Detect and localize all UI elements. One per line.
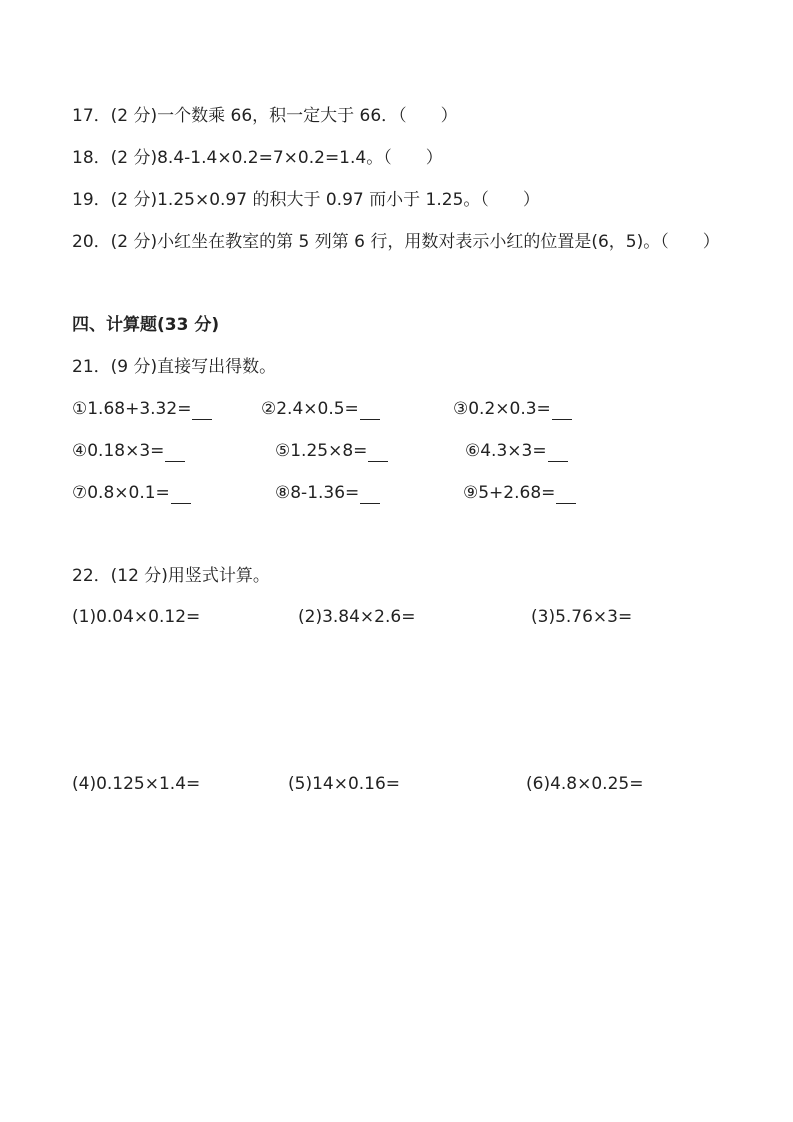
q21-item-5 bbox=[275, 440, 388, 462]
q21-item-6-text: ⑥4.3×3= bbox=[465, 441, 547, 461]
q21-item-7-text: ⑦0.8×0.1= bbox=[72, 483, 170, 503]
q21-item-9 bbox=[463, 482, 576, 504]
question-19: 19．(2 分)1.25×0.97 的积大于 0.97 而小于 1.25。（ ） bbox=[72, 190, 540, 210]
q21-item-6 bbox=[465, 440, 568, 462]
answer-blank bbox=[556, 485, 576, 504]
q22-item-6: (6)4.8×0.25= bbox=[526, 774, 644, 794]
q22-item-5: (5)14×0.16= bbox=[288, 774, 401, 794]
q21-item-5-text: ⑤1.25×8= bbox=[275, 441, 368, 461]
q21-item-4 bbox=[72, 440, 185, 462]
section-title-calculation: 四、计算题(33 分) bbox=[72, 315, 220, 335]
question-20: 20．(2 分)小红坐在教室的第 5 列第 6 行，用数对表示小红的位置是(6，5)。（ ） bbox=[72, 232, 720, 252]
q22-item-3: (3)5.76×3= bbox=[531, 607, 633, 627]
answer-blank bbox=[360, 401, 380, 420]
q21-item-4-text: ④0.18×3= bbox=[72, 441, 165, 461]
q22-item-1: (1)0.04×0.12= bbox=[72, 607, 201, 627]
answer-blank bbox=[548, 443, 568, 462]
q22-item-4: (4)0.125×1.4= bbox=[72, 774, 201, 794]
question-17: 17．(2 分)一个数乘 66，积一定大于 66．（ ） bbox=[72, 106, 458, 126]
answer-blank bbox=[368, 443, 388, 462]
answer-blank bbox=[192, 401, 212, 420]
q21-item-3 bbox=[453, 398, 572, 420]
q21-item-2-text: ②2.4×0.5= bbox=[261, 399, 359, 419]
answer-blank bbox=[552, 401, 572, 420]
q21-item-1-text: ①1.68+3.32= bbox=[72, 399, 192, 419]
q21-item-3-text: ③0.2×0.3= bbox=[453, 399, 551, 419]
q21-item-2 bbox=[261, 398, 380, 420]
q21-item-9-text: ⑨5+2.68= bbox=[463, 483, 556, 503]
answer-blank bbox=[171, 485, 191, 504]
question-22-prompt: 22．(12 分)用竖式计算。 bbox=[72, 566, 270, 586]
question-21-prompt: 21．(9 分)直接写出得数。 bbox=[72, 357, 277, 377]
answer-blank bbox=[165, 443, 185, 462]
q21-item-8-text: ⑧8-1.36= bbox=[275, 483, 360, 503]
question-18: 18．(2 分)8.4-1.4×0.2=7×0.2=1.4。（ ） bbox=[72, 148, 443, 168]
q21-item-1 bbox=[72, 398, 212, 420]
q21-item-8 bbox=[275, 482, 380, 504]
q21-item-7 bbox=[72, 482, 191, 504]
answer-blank bbox=[360, 485, 380, 504]
q22-item-2: (2)3.84×2.6= bbox=[298, 607, 416, 627]
